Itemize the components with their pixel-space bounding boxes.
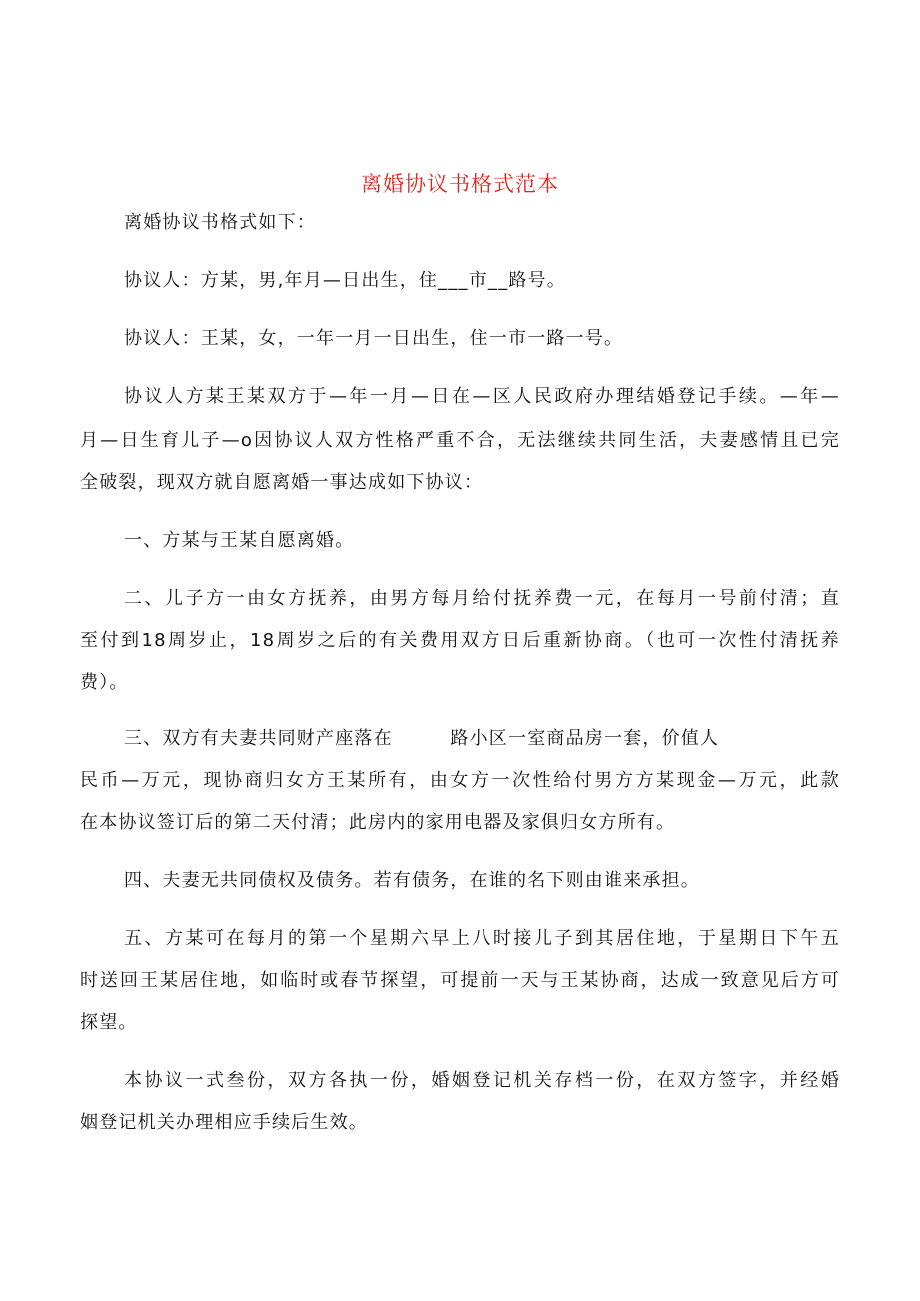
clause-5-line: 时送回王某居住地，如临时或春节探望，可提前一天与王某协商，达成一致意见后方可 [80, 970, 840, 991]
body-line: 协议人方某王某双方于—年一月—日在—区人民政府办理结婚登记手续。—年— [124, 386, 840, 407]
clause-3-line: 在本协议签订后的第二天付清；此房内的家用电器及家俱归女方所有。 [80, 812, 676, 833]
document-title: 离婚协议书格式范本 [361, 172, 559, 196]
clause-5-line: 探望。 [80, 1012, 138, 1033]
body-line: 全破裂，现双方就自愿离婚一事达成如下协议： [80, 472, 484, 493]
clause-5-line: 五、方某可在每月的第一个星期六早上八时接儿子到其居住地，于星期日下午五 [124, 928, 840, 949]
body-line: 月—日生育儿子—o因协议人双方性格严重不合，无法继续共同生活，夫妻感情且已完 [80, 430, 840, 451]
clause-3-line: 三、双方有夫妻共同财产座落在 路小区一室商品房一套，价值人 [124, 728, 720, 749]
closing-line: 姻登记机关办理相应手续后生效。 [80, 1112, 368, 1133]
clause-4-line: 四、夫妻无共同债权及债务。若有债务，在谁的名下则由谁来承担。 [124, 870, 700, 891]
clause-3-line: 民币—万元，现协商归女方王某所有，由女方一次性给付男方方某现金—万元，此款 [80, 770, 840, 791]
clause-2-line: 至付到18周岁止，18周岁之后的有关费用双方日后重新协商。（也可一次性付清抚养 [80, 630, 840, 651]
clause-1-line: 一、方某与王某自愿离婚。 [124, 530, 355, 551]
clause-2-line: 费）。 [80, 672, 129, 693]
party-a-line: 协议人：方某，男,年月—日出生，住___市__路号。 [124, 270, 566, 291]
party-b-line: 协议人：王某，女，一年一月一日出生，住一市一路一号。 [124, 328, 624, 349]
clause-2-line: 二、儿子方一由女方抚养，由男方每月给付抚养费一元，在每月一号前付清；直 [124, 588, 840, 609]
intro-line: 离婚协议书格式如下： [124, 212, 316, 233]
closing-line: 本协议一式叁份，双方各执一份，婚姻登记机关存档一份，在双方签字，并经婚 [124, 1070, 840, 1091]
